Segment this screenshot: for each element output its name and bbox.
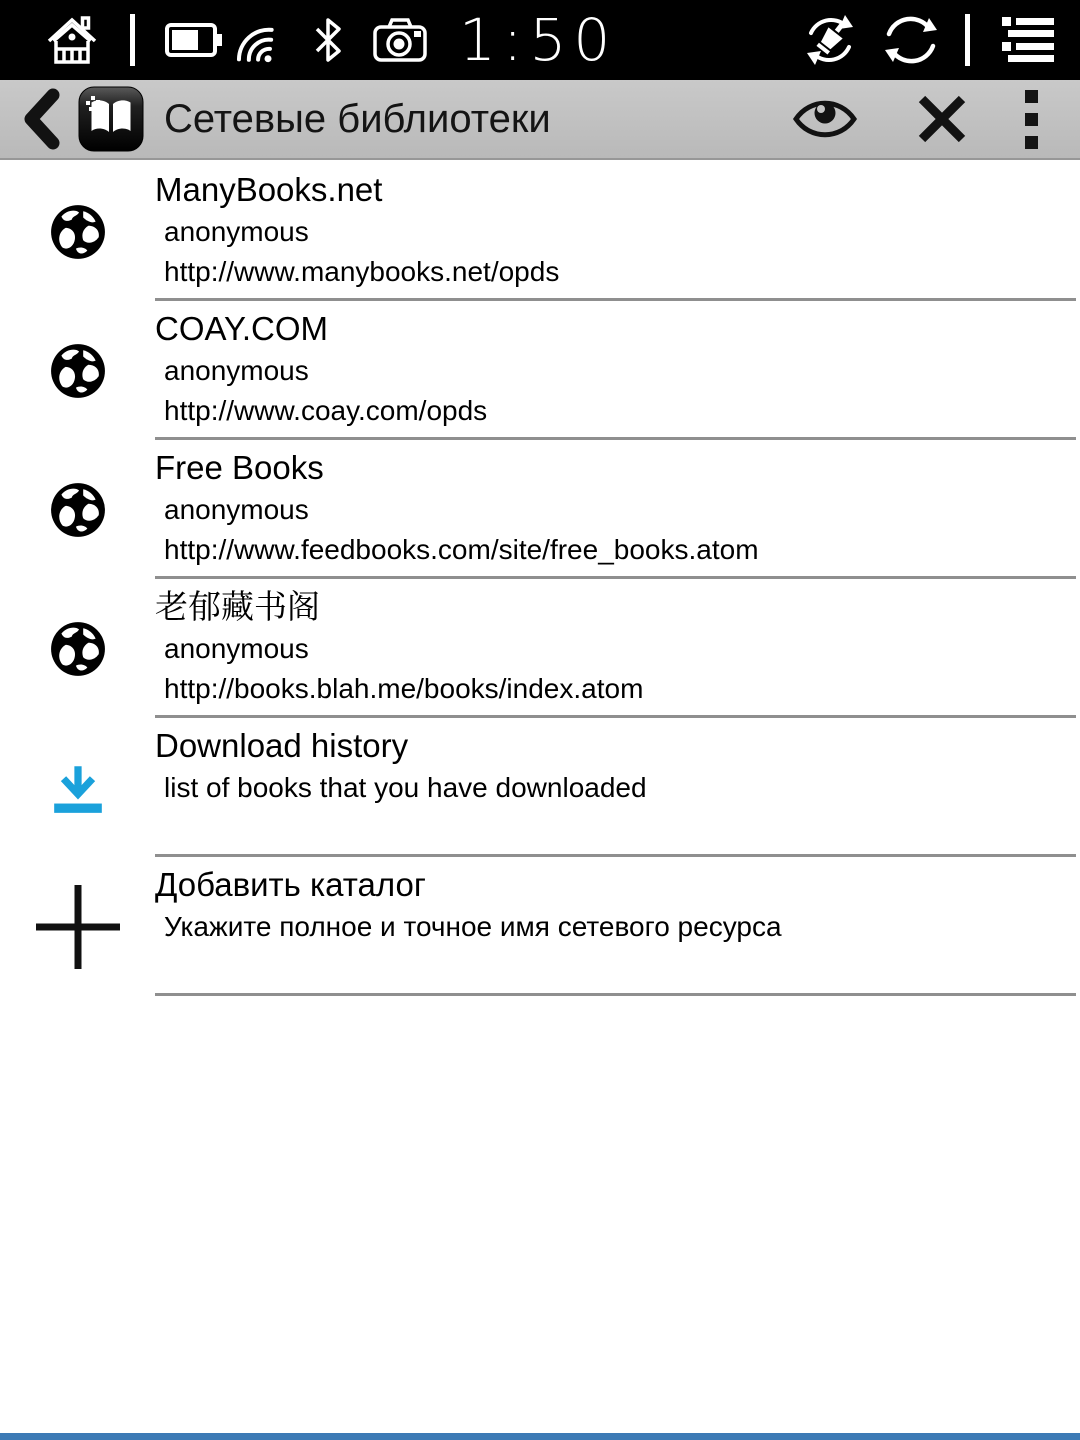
add-catalog-item[interactable] (0, 857, 1080, 996)
page-title: Сетевые библиотеки (164, 96, 551, 141)
screen-refresh-icon[interactable] (801, 11, 859, 69)
task-list-icon[interactable] (998, 13, 1058, 67)
camera-icon (371, 15, 429, 65)
globe-icon (0, 162, 155, 301)
catalog-title: ManyBooks.net (155, 171, 383, 208)
catalog-title: COAY.COM (155, 310, 328, 347)
title-bar (0, 80, 1080, 160)
catalog-item-body (155, 301, 1076, 440)
globe-icon (0, 301, 155, 440)
download-history-title: Download history (155, 727, 409, 764)
catalog-account: anonymous (164, 494, 309, 525)
catalog-title: 老郁藏书阁 (155, 588, 320, 625)
sync-icon[interactable] (881, 11, 941, 69)
catalog-item-body (155, 579, 1076, 718)
plus-icon (0, 857, 155, 996)
catalog-url: http://www.coay.com/opds (164, 395, 488, 426)
home-icon[interactable] (44, 12, 100, 68)
add-catalog-subtitle: Укажите полное и точное имя сетевого ресурса (164, 911, 782, 942)
catalog-url: http://www.feedbooks.com/site/free_books.atom (164, 534, 759, 565)
battery-icon (165, 23, 223, 57)
catalog-url: http://books.blah.me/books/index.atom (164, 673, 644, 704)
close-icon[interactable] (917, 94, 967, 144)
catalog-item-body (155, 162, 1076, 301)
overflow-menu-icon[interactable] (1025, 85, 1038, 154)
catalog-item-freebooks[interactable] (0, 440, 1080, 579)
bluetooth-icon (311, 14, 345, 66)
globe-icon (0, 440, 155, 579)
catalog-item-coay[interactable] (0, 301, 1080, 440)
back-icon[interactable] (20, 87, 60, 151)
catalog-item-manybooks[interactable] (0, 162, 1080, 301)
statusbar-divider-right (965, 14, 970, 66)
catalog-url: http://www.manybooks.net/opds (164, 256, 560, 287)
globe-icon (0, 579, 155, 718)
catalog-title: Free Books (155, 449, 324, 486)
app-logo-book-icon (78, 86, 144, 152)
status-bar (0, 0, 1080, 80)
wifi-icon (235, 12, 293, 68)
add-catalog-body (155, 857, 1076, 996)
bottom-page-indicator (0, 1433, 1080, 1440)
download-icon (0, 718, 155, 857)
add-catalog-title: Добавить каталог (155, 866, 426, 903)
statusbar-divider-left (130, 14, 135, 66)
clock: 1:50 (459, 6, 618, 74)
download-history-item[interactable] (0, 718, 1080, 857)
catalog-list (0, 162, 1080, 996)
download-history-body (155, 718, 1076, 857)
catalog-account: anonymous (164, 633, 309, 664)
eye-icon[interactable] (791, 96, 859, 142)
catalog-item-body (155, 440, 1076, 579)
catalog-item-laoyu[interactable] (0, 579, 1080, 718)
catalog-account: anonymous (164, 216, 309, 247)
catalog-account: anonymous (164, 355, 309, 386)
download-history-subtitle: list of books that you have downloaded (164, 772, 647, 803)
